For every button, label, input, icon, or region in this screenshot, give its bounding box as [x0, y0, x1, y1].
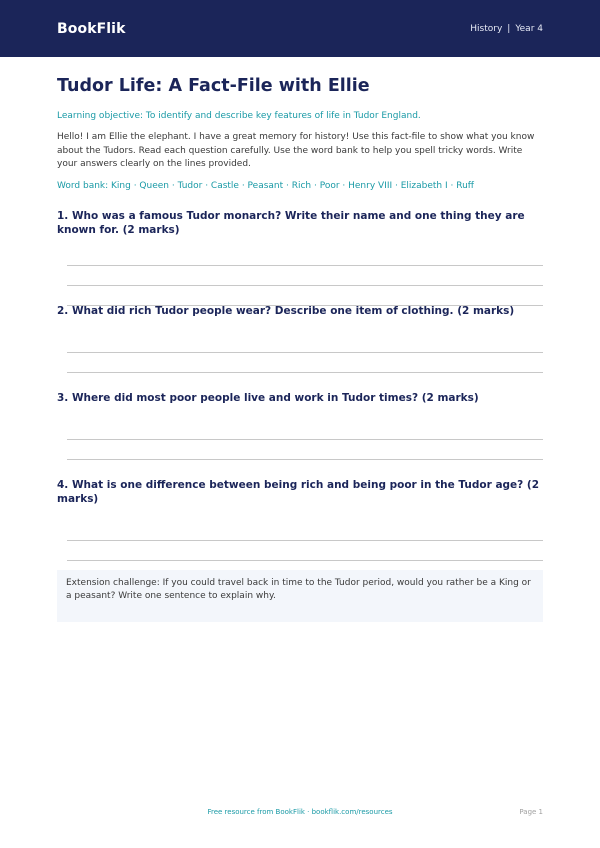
- answer-line[interactable]: [67, 560, 543, 561]
- question-2: [57, 304, 543, 373]
- question-3-text: 3. Where did most poor people live and work in Tudor times? (2 marks): [57, 391, 479, 404]
- header-meta: [470, 24, 543, 34]
- footer-text[interactable]: Free resource from BookFlik · bookflik.com/resources: [207, 808, 393, 816]
- question-1-text: 1. Who was a famous Tudor monarch? Write their name and one thing they are known for. (2 marks): [57, 209, 525, 236]
- question-3: [57, 391, 543, 460]
- question-1: [57, 209, 543, 306]
- answer-line[interactable]: [67, 352, 543, 353]
- subject-label: History: [470, 23, 503, 34]
- question-4-text: 4. What is one difference between being rich and being poor in the Tudor age? (2 marks): [57, 478, 540, 505]
- separator: |: [507, 23, 511, 34]
- question-4: [57, 478, 543, 561]
- word-bank: Word bank: King · Queen · Tudor · Castle · Peasant · Rich · Poor · Henry VIII · Elizabeth I · Ruff: [57, 180, 474, 191]
- page-number: Page 1: [519, 808, 543, 816]
- brand-logo-text[interactable]: BookFlik: [57, 20, 126, 37]
- answer-lines-3: [57, 405, 543, 460]
- answer-line[interactable]: [67, 285, 543, 286]
- answer-line[interactable]: [67, 265, 543, 266]
- answer-line[interactable]: [67, 372, 543, 373]
- answer-line[interactable]: [67, 459, 543, 460]
- answer-lines-2: [57, 318, 543, 373]
- answer-line[interactable]: [67, 540, 543, 541]
- header-bar: [0, 0, 600, 57]
- worksheet-content: [0, 66, 600, 622]
- page-title: Tudor Life: A Fact-File with Ellie: [57, 76, 370, 96]
- intro-paragraph: Hello! I am Ellie the elephant. I have a great memory for history! Use this fact-file to show what you know about the Tudors. Read each question carefully. Use the word bank to help you spell tricky words. Write your answers clearly on the lines provided.: [57, 132, 535, 169]
- answer-lines-1: [57, 237, 543, 306]
- extension-challenge: Extension challenge: If you could travel back in time to the Tudor period, would you rather be a King or a peasant? Write one sentence to explain why.: [57, 570, 543, 622]
- question-2-text: 2. What did rich Tudor people wear? Describe one item of clothing. (2 marks): [57, 304, 515, 317]
- page-footer: [57, 808, 543, 816]
- answer-line[interactable]: [67, 439, 543, 440]
- answer-lines-4: [57, 506, 543, 561]
- learning-objective: Learning objective: To identify and describe key features of life in Tudor England.: [57, 111, 421, 121]
- year-label: Year 4: [515, 23, 543, 34]
